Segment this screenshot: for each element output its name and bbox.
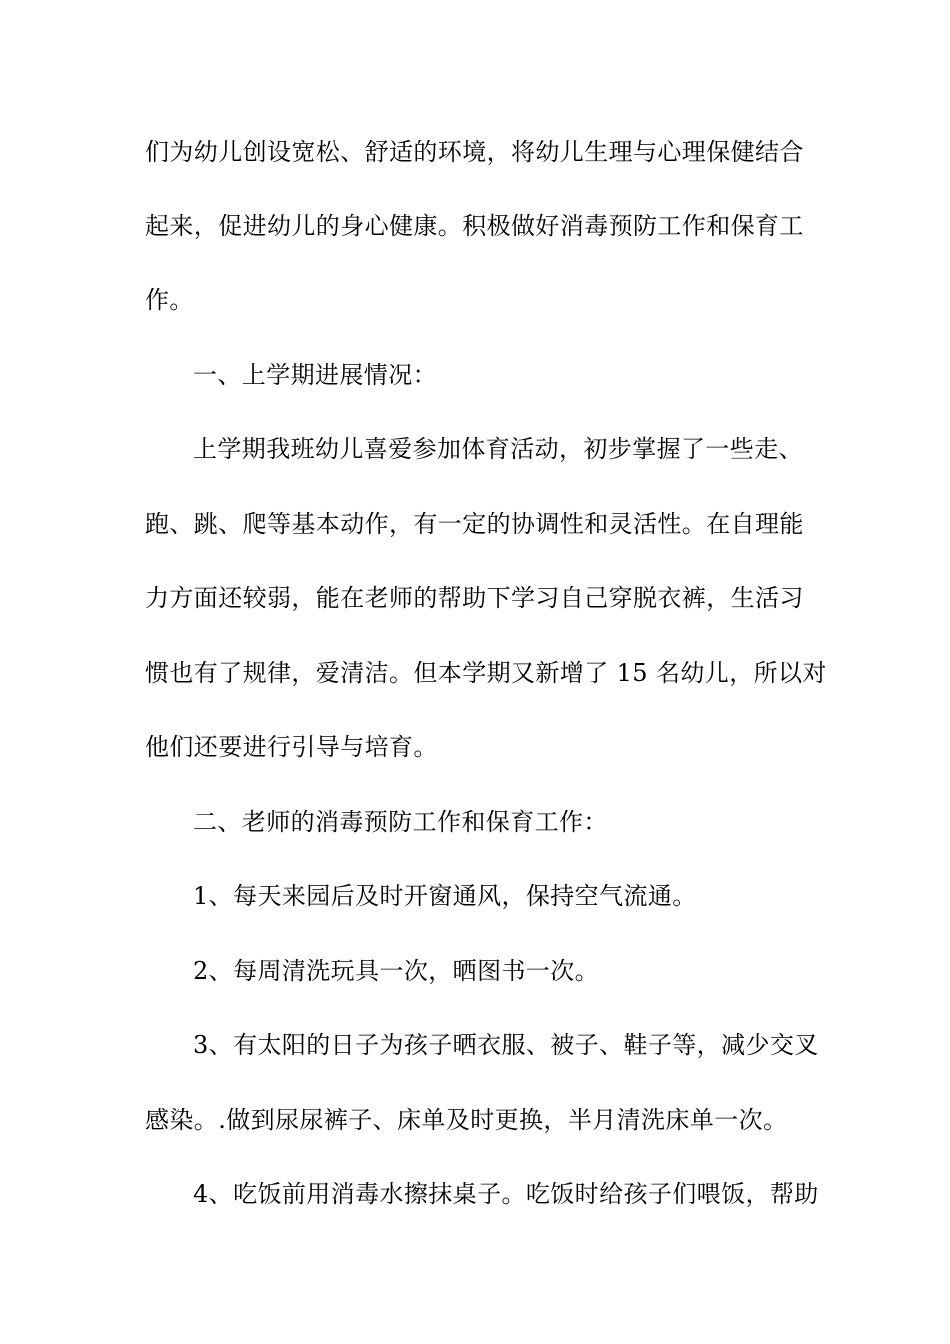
- paragraph-line: 起来，促进幼儿的身心健康。积极做好消毒预防工作和保育工: [145, 212, 804, 240]
- section-heading: 一、上学期进展情况：: [193, 361, 437, 389]
- list-item: 1、每天来园后及时开窗通风，保持空气流通。: [193, 882, 697, 910]
- paragraph-line: 力方面还较弱，能在老师的帮助下学习自己穿脱衣裤，生活习: [145, 584, 804, 612]
- paragraph-line: 上学期我班幼儿喜爱参加体育活动，初步掌握了一些走、: [193, 435, 803, 463]
- paragraph-line: 们为幼儿创设宽松、舒适的环境，将幼儿生理与心理保健结合: [145, 138, 804, 166]
- paragraph-line: 跑、跳、爬等基本动作，有一定的协调性和灵活性。在自理能: [145, 510, 804, 538]
- paragraph-line: 他们还要进行引导与培育。: [145, 733, 438, 761]
- list-item-continuation: 感染。.做到尿尿裤子、床单及时更换，半月清洗床单一次。: [145, 1106, 788, 1134]
- list-item: 2、每周清洗玩具一次，晒图书一次。: [193, 957, 600, 985]
- section-heading: 二、老师的消毒预防工作和保育工作：: [193, 808, 608, 836]
- list-item: 4、吃饭前用消毒水擦抹桌子。吃饭时给孩子们喂饭，帮助: [193, 1180, 819, 1208]
- paragraph-line: 作。: [145, 286, 194, 314]
- paragraph-line: 惯也有了规律，爱清洁。但本学期又新增了 15 名幼儿，所以对: [145, 659, 827, 687]
- list-item: 3、有太阳的日子为孩子晒衣服、被子、鞋子等，减少交叉: [193, 1031, 819, 1059]
